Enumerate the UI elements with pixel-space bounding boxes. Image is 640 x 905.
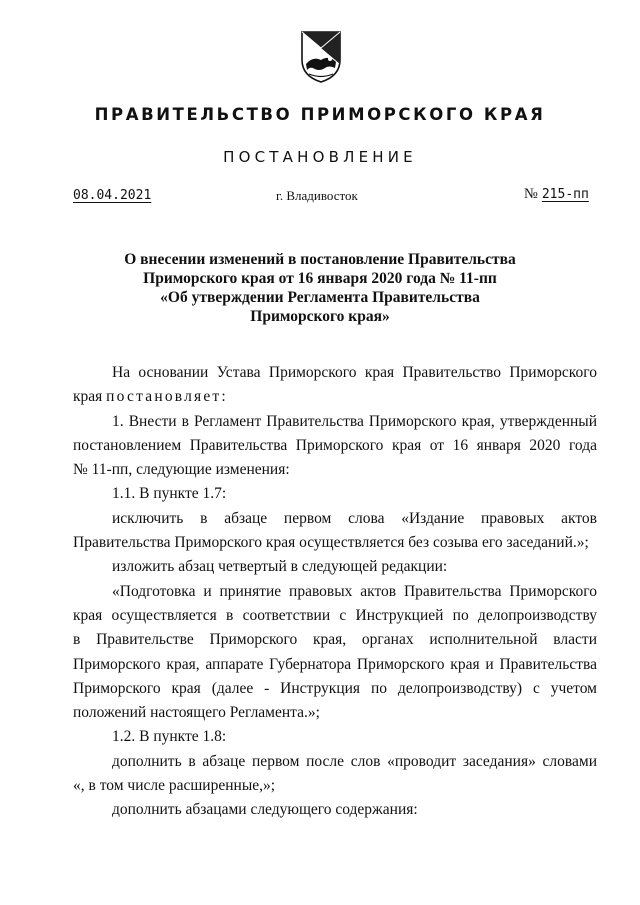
text-line: № 11-пп, следующие изменения:: [73, 461, 290, 479]
paragraph-item-1-2: [73, 725, 597, 749]
text-line: дополнить в абзаце первом после слов «проводит заседания» словами: [112, 752, 597, 770]
subject-line: О внесении изменений в постановление Правительства: [124, 251, 516, 268]
number-value: 215-пп: [541, 187, 589, 202]
text-line: На основании Устава Приморского края Правительство Приморского: [112, 364, 597, 381]
text-line: положений настоящего Регламента.»;: [73, 704, 320, 722]
text-line: Приморского края, аппарате Губернатора Приморского края и Правительства: [73, 655, 597, 673]
text-line: в Правительстве Приморского края, органах исполнительной власти: [73, 631, 597, 649]
document-subject: [100, 250, 540, 326]
text-line: постановлением Правительства Приморского края от 16 января 2020 года: [73, 436, 597, 454]
document-number: [524, 186, 589, 203]
text-line: Правительства Приморского края осуществляется без созыва его заседаний.»;: [73, 534, 589, 552]
number-prefix: №: [524, 186, 538, 202]
document-date: 08.04.2021: [73, 188, 152, 203]
subject-line: Приморского края от 16 января 2020 года № 11-пп: [143, 270, 497, 287]
document-type: ПОСТАНОВЛЕНИЕ: [223, 148, 417, 166]
paragraph-exclude: [73, 507, 597, 556]
text-line: «Подготовка и принятие правовых актов Правительства Приморского: [112, 582, 597, 600]
subject-line: Приморского края»: [250, 308, 390, 325]
text-line: Приморского края (далее - Инструкция по делопроизводству) с учетом: [73, 679, 597, 697]
paragraph-restate: [73, 555, 597, 579]
text-line: «, в том числе расширенные,»;: [73, 777, 276, 795]
paragraph-quote: [73, 580, 597, 726]
primorsky-krai-coat-of-arms-icon: [299, 30, 343, 84]
spaced-word: постановляет:: [106, 388, 228, 406]
text-line: 1. Внести в Регламент Правительства Приморского края, утвержденный: [112, 412, 597, 430]
government-title: ПРАВИТЕЛЬСТВО ПРИМОРСКОГО КРАЯ: [94, 105, 546, 124]
text-fragment: края: [73, 388, 107, 406]
document-body: [73, 361, 597, 823]
text-line: 1.1. В пункте 1.7:: [112, 485, 227, 503]
paragraph-supplement: [73, 750, 597, 799]
subject-line: «Об утверждении Регламента Правительства: [160, 289, 480, 306]
paragraph-add-subparagraphs: [73, 798, 597, 822]
text-line: исключить в абзаце первом слова «Издание правовых актов: [112, 509, 597, 527]
document-city: г. Владивосток: [276, 188, 358, 203]
paragraph-item-1: [73, 410, 597, 483]
text-line: изложить абзац четвертый в следующей редакции:: [112, 558, 448, 576]
text-line: 1.2. В пункте 1.8:: [112, 728, 227, 746]
text-line: дополнить абзацами следующего содержания:: [112, 801, 418, 819]
paragraph-basis: [73, 361, 597, 410]
text-line: края осуществляется в соответствии с Инструкцией по делопроизводству: [73, 606, 597, 624]
paragraph-item-1-1: [73, 482, 597, 506]
text-line: [73, 385, 597, 409]
